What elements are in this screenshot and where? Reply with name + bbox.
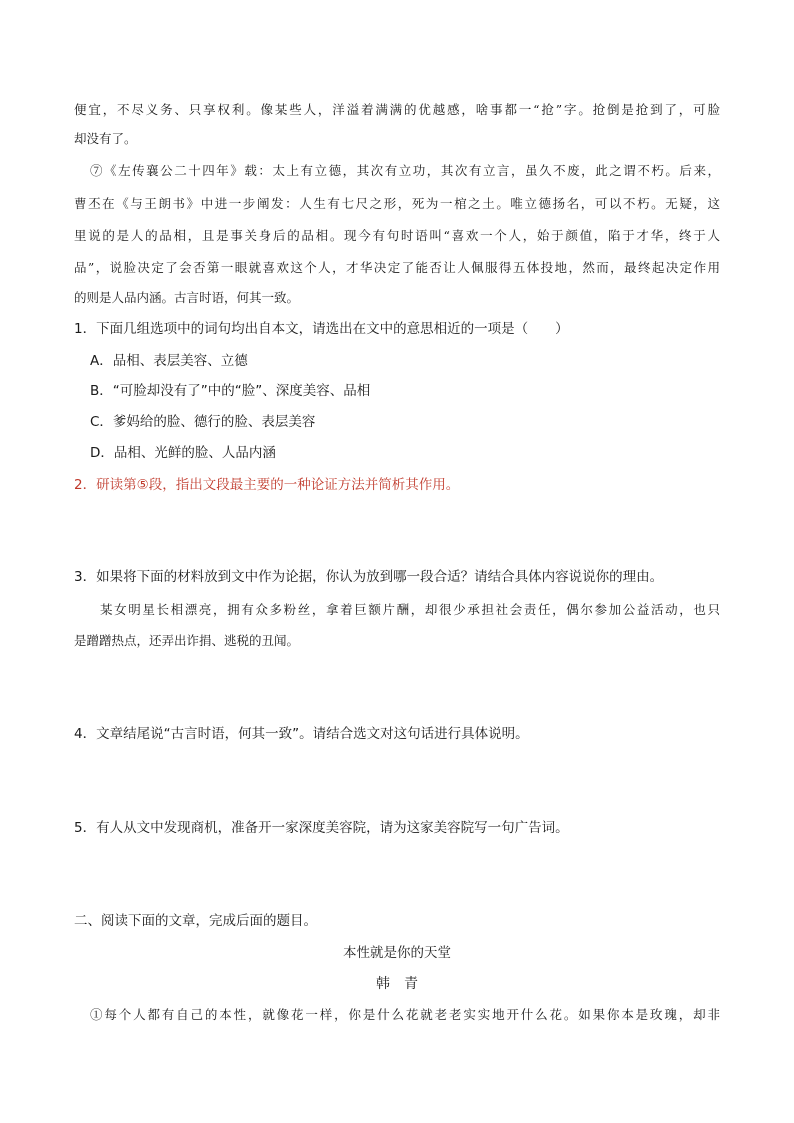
question-1-stem: 1．下面几组选项中的词句均出自本文，请选出在文中的意思相近的一项是（ ） — [74, 321, 569, 337]
article-author: 韩 青 — [376, 976, 418, 992]
question-5: 5．有人从文中发现商机，准备开一家深度美容院，请为这家美容院写一句广告词。 — [74, 820, 569, 836]
paragraph-7-line-1: ⑦《左传襄公二十四年》载：太上有立德，其次有立功，其次有立言，虽久不废，此之谓不朽。后来， — [90, 163, 720, 178]
section-2-heading: 二、阅读下面的文章，完成后面的题目。 — [74, 913, 317, 929]
question-1-option-d: D．品相、光鲜的脸、人品内涵 — [90, 445, 276, 461]
question-1-option-a: A．品相、表层美容、立德 — [90, 353, 248, 369]
question-2: 2．研读第⑤段，指出文段最主要的一种论证方法并简析其作用。 — [74, 477, 460, 493]
question-1-option-b: B．“可脸却没有了”中的“脸”、深度美容、品相 — [90, 383, 371, 399]
paragraph-7-line-5: 的则是人品内涵。古言时语，何其一致。 — [74, 290, 300, 305]
question-1-option-c: C．爹妈给的脸、德行的脸、表层美容 — [90, 414, 316, 430]
paragraph-7-line-2: 曹丕在《与王朗书》中进一步阐发：人生有七尺之形，死为一棺之土。唯立德扬名，可以不朽。无疑，这 — [74, 196, 720, 211]
question-3-material-line-1: 某女明星长相漂亮，拥有众多粉丝，拿着巨额片酬，却很少承担社会责任，偶尔参加公益活动，也只 — [100, 602, 720, 617]
question-3-stem: 3．如果将下面的材料放到文中作为论据，你认为放到哪一段合适？请结合具体内容说说你的理由。 — [74, 569, 664, 585]
paragraph-6-line-2: 却没有了。 — [74, 131, 137, 146]
article-title: 本性就是你的天堂 — [343, 945, 451, 961]
question-3-material-line-2: 是蹭蹭热点，还弄出诈捐、逃税的丑闻。 — [74, 633, 300, 648]
question-4: 4．文章结尾说“古言时语，何其一致”。请结合选文对这句话进行具体说明。 — [74, 726, 529, 742]
paragraph-6-line-1: 便宜，不尽义务、只享权利。像某些人，洋溢着满满的优越感，啥事都一“抢”字。抢倒是抢到了，可脸 — [74, 102, 720, 117]
article-paragraph-1-line-1: ①每个人都有自己的本性，就像花一样，你是什么花就老老实实地开什么花。如果你本是玫瑰，却非 — [90, 1007, 720, 1022]
paragraph-7-line-3: 里说的是人的品相，且是事关身后的品相。现今有句时语叫“喜欢一个人，始于颜值，陷于才华，终于人 — [74, 228, 720, 243]
paragraph-7-line-4: 品”，说脸决定了会否第一眼就喜欢这个人，才华决定了能否让人佩服得五体投地，然而，最终起决定作用 — [74, 260, 720, 275]
